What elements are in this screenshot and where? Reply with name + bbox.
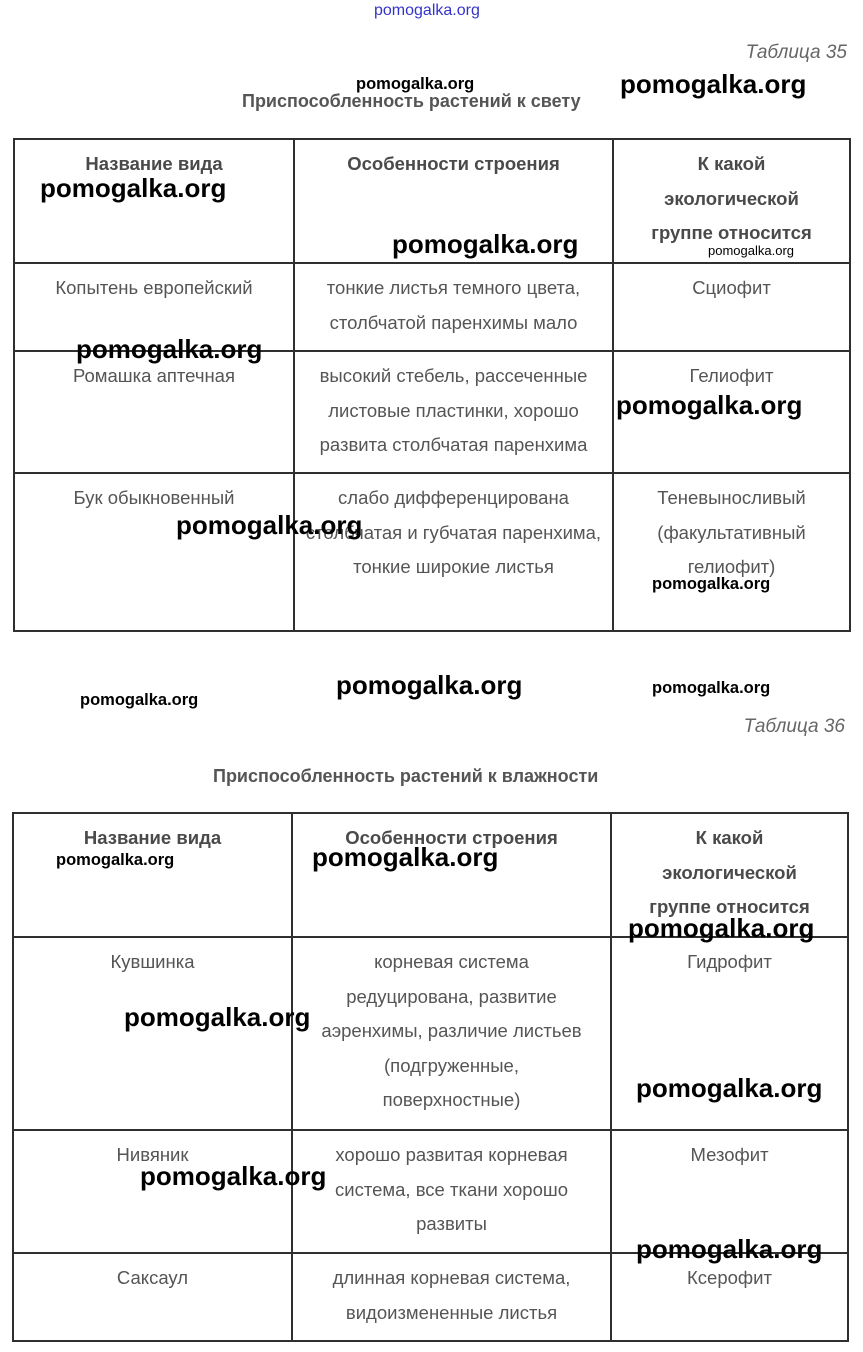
- watermark-overlay: pomogalka.org: [628, 913, 815, 943]
- table36-title: Приспособленность растений к влажности: [213, 766, 599, 786]
- cell-species: Ромашка аптечная: [14, 351, 294, 473]
- cell-structure: высокий стебель, рассеченные листовые пластинки, хорошо развита столбчатая паренхима: [294, 351, 613, 473]
- cell-species: Копытень европейский: [14, 263, 294, 351]
- header-species-name: Название вида: [13, 813, 292, 937]
- header-species-name: Название вида: [14, 139, 294, 263]
- header-eco-group: К какой экологической группе относится: [613, 139, 850, 263]
- watermark-overlay: pomogalka.org: [140, 1161, 327, 1191]
- watermark-overlay: pomogalka.org: [708, 243, 794, 258]
- cell-structure: слабо дифференцирована столбчатая и губчатая паренхима, тонкие широкие листья: [294, 473, 613, 631]
- cell-structure: корневая система редуцирована, развитие аэренхимы, различие листьев (подгруженные, поверхностные): [292, 937, 611, 1130]
- table36-caption: Таблица 36: [743, 716, 845, 737]
- cell-group: Гелиофит: [613, 351, 850, 473]
- cell-species: Саксаул: [13, 1253, 292, 1341]
- cell-species: Бук обыкновенный: [14, 473, 294, 631]
- header-structure: Особенности строения: [294, 139, 613, 263]
- watermark-overlay: pomogalka.org: [620, 69, 807, 99]
- cell-group: Ксерофит: [611, 1253, 848, 1341]
- cell-structure: длинная корневая система, видоизмененные листья: [292, 1253, 611, 1341]
- table-row: [13, 1253, 848, 1341]
- cell-group: Мезофит: [611, 1130, 848, 1253]
- cell-species: Кувшинка: [13, 937, 292, 1130]
- header-structure: Особенности строения: [292, 813, 611, 937]
- watermark-overlay: pomogalka.org: [56, 851, 175, 869]
- watermark-overlay: pomogalka.org: [40, 173, 227, 203]
- watermark-overlay: pomogalka.org: [80, 691, 199, 709]
- table35-caption: Таблица 35: [745, 42, 847, 63]
- cell-group: Сциофит: [613, 263, 850, 351]
- watermark-overlay: pomogalka.org: [312, 842, 499, 872]
- watermark-overlay: pomogalka.org: [124, 1002, 311, 1032]
- watermark-overlay: pomogalka.org: [636, 1073, 823, 1103]
- cell-structure: тонкие листья темного цвета, столбчатой паренхимы мало: [294, 263, 613, 351]
- table35-title: Приспособленность растений к свету: [242, 91, 581, 111]
- watermark-overlay: pomogalka.org: [392, 229, 579, 259]
- header-eco-group: К какой экологической группе относится: [611, 813, 848, 937]
- watermark-overlay: pomogalka.org: [636, 1234, 823, 1264]
- watermark-overlay: pomogalka.org: [652, 575, 771, 593]
- watermark-overlay: pomogalka.org: [336, 670, 523, 700]
- cell-group: Теневыносливый (факультативный гелиофит): [613, 473, 850, 631]
- watermark-overlay: pomogalka.org: [176, 510, 363, 540]
- cell-species: Нивяник: [13, 1130, 292, 1253]
- table35: [13, 138, 851, 632]
- cell-group: Гидрофит: [611, 937, 848, 1130]
- watermark-overlay: pomogalka.org: [616, 390, 803, 420]
- watermark-overlay: pomogalka.org: [76, 334, 263, 364]
- table-row: [14, 473, 850, 631]
- watermark-top: pomogalka.org: [374, 2, 480, 19]
- watermark-overlay: pomogalka.org: [652, 679, 771, 697]
- watermark-overlay: pomogalka.org: [356, 75, 475, 93]
- cell-structure: хорошо развитая корневая система, все ткани хорошо развиты: [292, 1130, 611, 1253]
